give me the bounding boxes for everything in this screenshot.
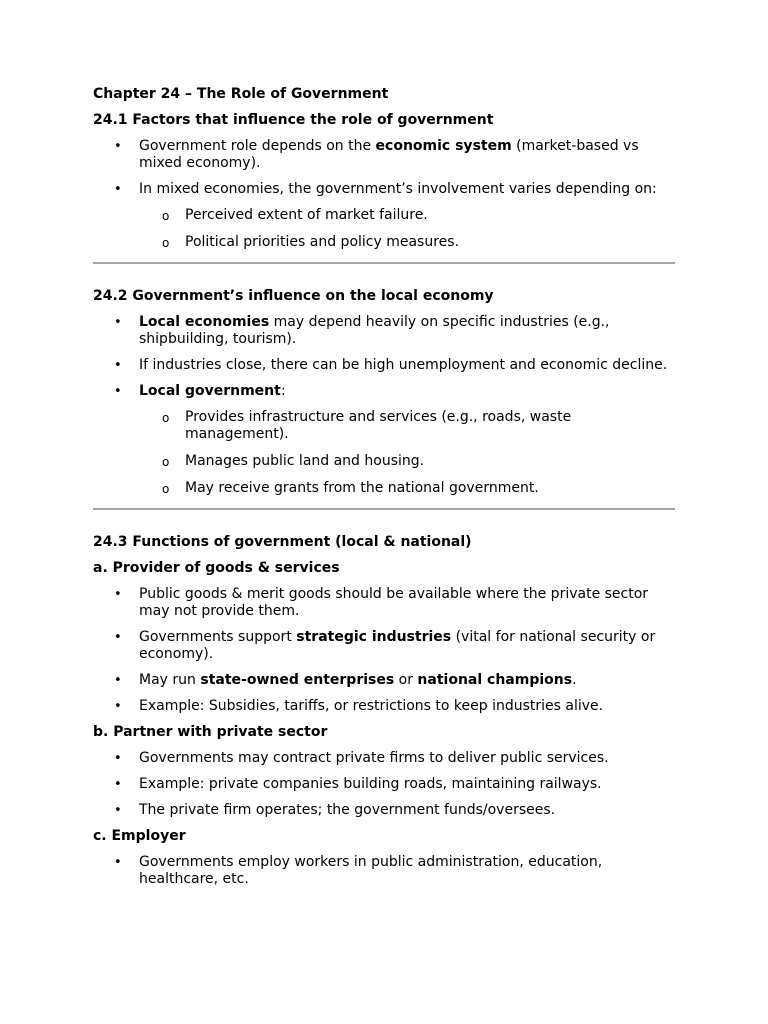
list-item-bold-text: national champions [417, 672, 573, 688]
list-item [93, 586, 675, 620]
sub-list-item [139, 409, 675, 443]
list-item [93, 314, 675, 348]
sub-list-item-text: Manages public land and housing. [185, 453, 425, 469]
sub-list-item-text: May receive grants from the national government. [185, 480, 539, 496]
list-item [93, 383, 675, 497]
list-item [93, 672, 675, 689]
list-item-text: Government role depends on the [139, 138, 376, 154]
circle-bullet-icon: o [162, 209, 170, 223]
list-item-text: . [572, 672, 577, 688]
subsection-heading-b: b. Partner with private sector [93, 724, 328, 740]
list-item-text: (vital for national security or economy). [139, 629, 656, 662]
section-24-2-list [93, 314, 675, 497]
bullet-icon: • [114, 699, 122, 714]
sub-list-item [139, 480, 675, 497]
list-item-bold-text: state-owned enterprises [200, 672, 395, 688]
divider-wrap [93, 508, 675, 510]
list-item [93, 357, 675, 374]
bullet-icon: • [114, 673, 122, 688]
list-item [93, 750, 675, 767]
circle-bullet-icon: o [162, 482, 170, 496]
sub-list-item [139, 207, 675, 224]
sub-list-item-text: Provides infrastructure and services (e.g., roads, waste management). [185, 409, 572, 442]
subsection-c-list [93, 854, 675, 888]
list-item-text: The private firm operates; the government funds/oversees. [139, 802, 556, 818]
subsection-heading-c: c. Employer [93, 828, 186, 844]
divider-wrap [93, 262, 675, 264]
bullet-icon: • [114, 777, 122, 792]
subsection-heading-a: a. Provider of goods & services [93, 560, 340, 576]
list-item [93, 776, 675, 793]
list-item-bold-text: Local government [139, 383, 281, 399]
list-item-text: Example: private companies building roads, maintaining railways. [139, 776, 602, 792]
list-item-text: If industries close, there can be high unemployment and economic decline. [139, 357, 668, 373]
bullet-icon: • [114, 751, 122, 766]
list-item-text: Governments support [139, 629, 297, 645]
list-item [93, 138, 675, 172]
sub-list [93, 409, 675, 497]
list-item-text: (market-based vs mixed economy). [139, 138, 639, 171]
circle-bullet-icon: o [162, 455, 170, 469]
list-item-text: : [280, 383, 286, 399]
sub-list [93, 207, 675, 251]
list-item-text: Example: Subsidies, tariffs, or restrictions to keep industries alive. [139, 698, 604, 714]
list-item [93, 629, 675, 663]
section-heading-24-2: 24.2 Government’s influence on the local economy [93, 288, 494, 304]
horizontal-divider [93, 508, 675, 510]
bullet-icon: • [114, 587, 122, 602]
bullet-icon: • [114, 315, 122, 330]
bullet-icon: • [114, 182, 122, 197]
section-heading-24-1: 24.1 Factors that influence the role of government [93, 112, 494, 128]
circle-bullet-icon: o [162, 411, 170, 425]
bullet-icon: • [114, 384, 122, 399]
bullet-icon: • [114, 630, 122, 645]
list-item [93, 802, 675, 819]
horizontal-divider [93, 262, 675, 264]
sub-list-item [139, 234, 675, 251]
sub-list-item-text: Perceived extent of market failure. [185, 207, 428, 223]
list-item [93, 854, 675, 888]
bullet-icon: • [114, 803, 122, 818]
sub-list-item [139, 453, 675, 470]
list-item-text: Governments employ workers in public administration, education, healthcare, etc. [139, 854, 603, 887]
list-item-text: or [394, 672, 418, 688]
list-item-bold-text: Local economies [139, 314, 270, 330]
section-24-1-list [93, 138, 675, 251]
subsection-b-list [93, 750, 675, 819]
sub-list-item-text: Political priorities and policy measures. [185, 234, 460, 250]
list-item-text: May run [139, 672, 201, 688]
list-item [93, 181, 675, 251]
list-item-text: In mixed economies, the government’s involvement varies depending on: [139, 181, 657, 197]
subsection-a-list [93, 586, 675, 715]
bullet-icon: • [114, 139, 122, 154]
list-item-text: may depend heavily on specific industries (e.g., shipbuilding, tourism). [139, 314, 610, 347]
chapter-title: Chapter 24 – The Role of Government [93, 86, 389, 102]
circle-bullet-icon: o [162, 236, 170, 250]
section-heading-24-3: 24.3 Functions of government (local & national) [93, 534, 472, 550]
list-item-bold-text: strategic industries [296, 629, 452, 645]
document-body [93, 86, 675, 888]
bullet-icon: • [114, 358, 122, 373]
list-item-bold-text: economic system [375, 138, 512, 154]
list-item [93, 698, 675, 715]
list-item-text: Governments may contract private firms to deliver public services. [139, 750, 609, 766]
list-item-text: Public goods & merit goods should be available where the private sector may not provide them. [139, 586, 649, 619]
bullet-icon: • [114, 855, 122, 870]
